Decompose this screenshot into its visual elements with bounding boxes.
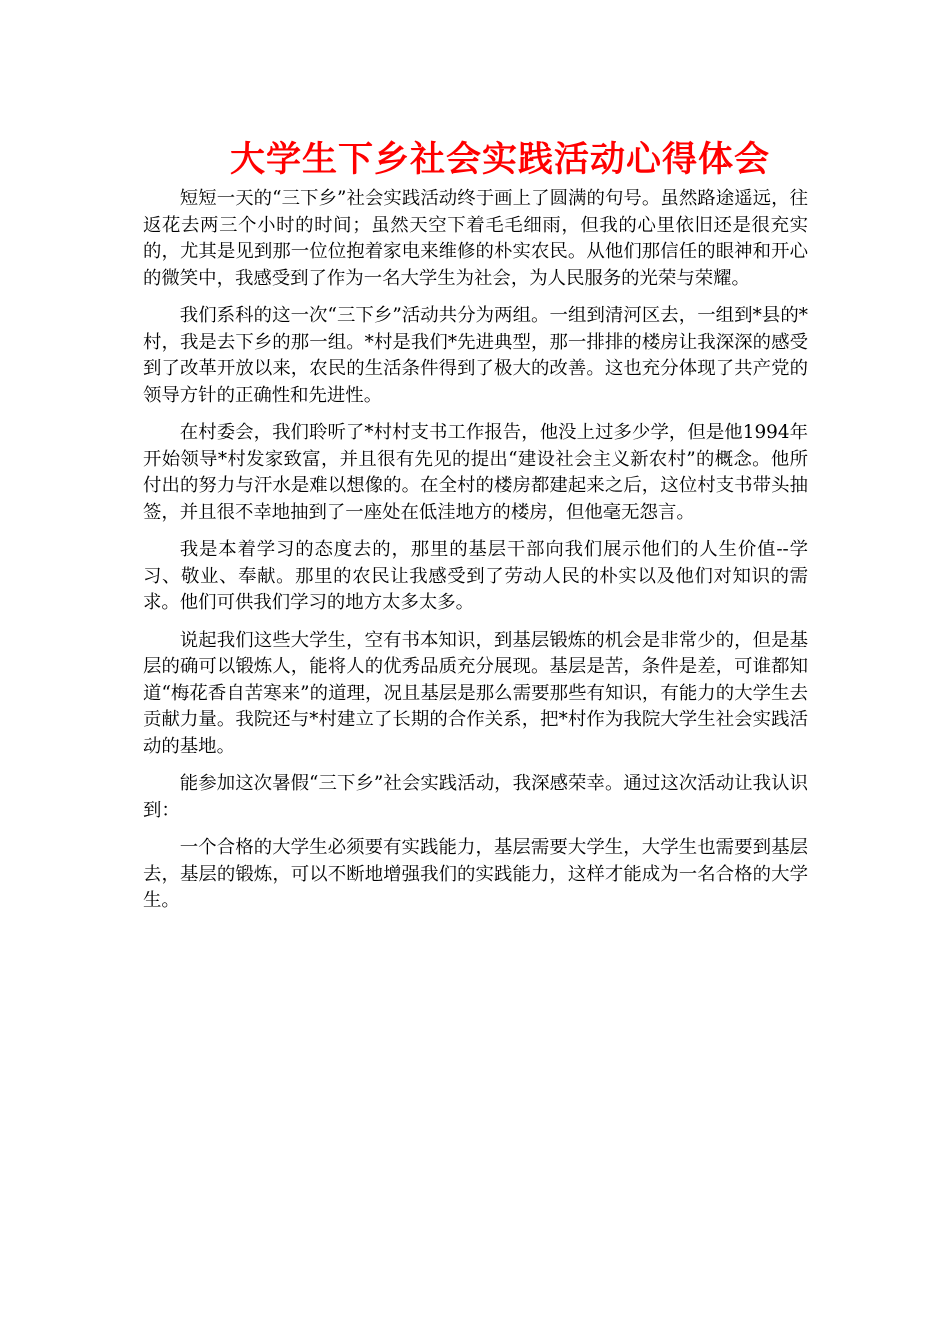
paragraph-7: 一个合格的大学生必须要有实践能力，基层需要大学生，大学生也需要到基层去，基层的锻炼，可以不断地增强我们的实践能力，这样才能成为一名合格的大学生。	[143, 837, 808, 911]
paragraph-5: 说起我们这些大学生，空有书本知识，到基层锻炼的机会是非常少的，但是基层的确可以锻炼人，能将人的优秀品质充分展现。基层是苦，条件是差，可谁都知道“梅花香自苦寒来”的道理，况且基层是那么需要那些有知识，有能力的大学生去贡献力量。我院还与*村建立了长期的合作关系，把*村作为我院大学生社会实践活动的基地。	[143, 629, 808, 757]
paragraph-6: 能参加这次暑假“三下乡”社会实践活动，我深感荣幸。通过这次活动让我认识到：	[143, 773, 808, 821]
paragraph-2: 我们系科的这一次“三下乡”活动共分为两组。一组到清河区去，一组到*县的*村，我是去下乡的那一组。*村是我们*先进典型，那一排排的楼房让我深深的感受到了改革开放以来，农民的生活条件得到了极大的改善。这也充分体现了共产党的领导方针的正确性和先进性。	[143, 305, 808, 406]
paragraph-1: 短短一天的“三下乡”社会实践活动终于画上了圆满的句号。虽然路途遥远，往返花去两三个小时的时间；虽然天空下着毛毛细雨，但我的心里依旧还是很充实的，尤其是见到那一位位抱着家电来维修的朴实农民。从他们那信任的眼神和开心的微笑中，我感受到了作为一名大学生为社会，为人民服务的光荣与荣耀。	[143, 188, 808, 289]
document-title: 大学生下乡社会实践活动心得体会	[229, 140, 770, 180]
paragraph-4: 我是本着学习的态度去的，那里的基层干部向我们展示他们的人生价值--学习、敬业、奉献。那里的农民让我感受到了劳动人民的朴实以及他们对知识的需求。他们可供我们学习的地方太多太多。	[143, 539, 808, 613]
document-body	[143, 186, 808, 926]
paragraph-3: 在村委会，我们聆听了*村村支书工作报告，他没上过多少学，但是他1994年开始领导*村发家致富，并且很有先见的提出“建设社会主义新农村”的概念。他所付出的努力与汗水是难以想像的。在全村的楼房都建起来之后，这位村支书带头抽签，并且很不幸地抽到了一座处在低洼地方的楼房，但他毫无怨言。	[143, 422, 808, 523]
